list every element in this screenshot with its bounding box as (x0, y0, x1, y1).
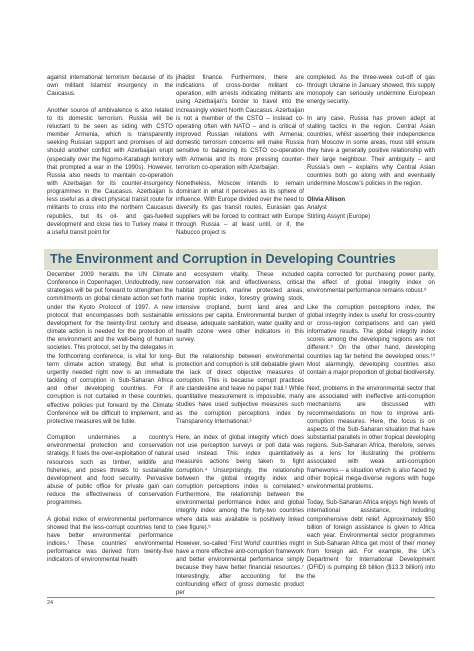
paragraph: Like the corruption perceptions index, the global integrity index is useful for cross-country or cross-region comparisons and can yield informative results. The global integrity index scores among the developing regions are not different.⁹ On the other hand, developing countries lag far behind the developed ones.¹⁰ Most alarmingly, developing countries also contain a major proportion of global biodiversity. (307, 304, 435, 376)
paragraph: capita corrected for purchasing power parity, the effect of global integrity index on environmental performance remains robust.⁸ (307, 272, 435, 295)
paragraph: Here, an index of global integrity which does not use perception surveys or poll data was used instead. This index quantitatively measures actions being taken to fight corruption.⁴ Unsurprisingly, the relationship between the global integrity index and corruption perceptions index is correlated.⁵ Furthermore, the relationship between the environmental performance index and global integrity index among the forty-two countries where data was available is positively linked (see figure).⁶ (176, 435, 304, 531)
section-banner (44, 249, 438, 270)
paragraph: completed. As the three-week cut-off of gas through Ukraine in January showed, this supply monopoly can seriously undermine European energy security. (307, 75, 435, 106)
paragraph: Today, Sub-Saharan Africa enjoys high levels of international assistance, including comprehensive debt relief. Approximately $50 billion of foreign assistance is given to Africa each year. Environmental sector programmes in Sub-Saharan Africa get most of their money from foreign aid. For example, the UK’s Department for International Development (DFID) is pumping £8 billion ($13.3 billion) into the (307, 500, 435, 580)
paragraph: jihadist finance. Furthermore, there are indications of cross-border militant co-operation, with arrests indicating militants are using Azerbaijan’s border to travel into the increasingly violent North Caucasus. Azerbaijan is not a member of the CSTO – instead co-operating often with NATO – and is critical of improved Russian relations with Armenia; domestic terrorism concerns will make Russia sensitive to balancing its CSTO co-operation with Armenia and its more pressing counter-terrorism co-operation with Azerbaijan. (176, 75, 304, 171)
paragraph: In any case, Russia has proven adept at stalling tactics in the region. Central Asian countries, whilst asserting their independence from Moscow in some areas, must still ensure they have a generally positive relationship with their large neighbour. Their ambiguity – and Russia’s own – explains why Central Asian countries both go along with and eventually undermine Moscow’s policies in the region. (307, 115, 435, 187)
paragraph: December 2009 heralds the UN Climate Conference in Copenhagen. Undoubtedly, new strategies will be put forward to strengthen the commitments on global climate action set forth under the Kyoto Protocol of 1997. A new protocol that encompasses both sustainable development for the twenty-first century and climate action is needed for the protection of the environment and the well-being of human societies. This protocol, set by the delegates in the forthcoming conference, is vital for long-term climate action strategy. But what is urgently needed right now is an immediate tackling of corruption in Sub-Saharan Africa and other developing countries. For if corruption is not curtailed in these countries, effective policies put forward by the Climate Conference will be difficult to implement, and protective measures will be futile. (47, 272, 173, 425)
top-article-column-2 (176, 74, 304, 245)
author-role: Analyst (307, 205, 327, 212)
footer-divider (47, 597, 435, 598)
paragraph: However, so-called ‘First World’ countries might have a more effective anti-corruption framework and better environmental performance simply because they have better financial resources.⁷ Interestingly, after accounting for the confounding effect of gross domestic product per (176, 540, 304, 596)
page-number: 24 (47, 600, 54, 606)
bottom-article-column-3 (307, 271, 435, 589)
top-article-column-1 (47, 74, 173, 245)
author-name: Olivia Allison (307, 197, 346, 204)
paragraph: Next, problems in the environmental sector that are associated with ineffective anti-corruption mechanisms are discussed with recommendations on how to improve anti-corruption measures. Here, the focus is on aspects of the Sub-Saharan situation that have substantial parallels in other tropical developing regions. Sub-Saharan Africa, therefore, serves as a lens for illustrating the problems associated with weak anti-corruption frameworks – a situation which is also faced by other tropical mega-diverse regions with huge environmental problems. (307, 386, 435, 490)
author-byline (307, 196, 435, 220)
author-organisation: Stirling Assynt (Europe) (307, 213, 371, 220)
paragraph: Nonetheless, Moscow intends to remain dominant in what it perceives as its sphere of influence. With Europe divided over the need to diversify its gas transit routes, Eurasian gas suppliers will be forced to contract with Europe through Russia – at least until, or if, the Nabucco project is (176, 180, 304, 236)
bottom-article-column-1 (47, 271, 173, 573)
paragraph: Corruption undermines a country’s environmental protection and conservation strategy. It fuels the over-exploitation of natural resources such as timber, wildlife and fisheries, and poses threats to sustainable development and food security. Pervasive abuse of public office for private gain can reduce the effectiveness of conservation programmes. (47, 435, 173, 507)
paragraph: Another source of ambivalence is also related to its domestic terrorism. Russia will be reluctant to be seen as siding with CSTO member Armenia, which is transparently seeking Russian support and promises of aid should another conflict with Azerbaijan erupt (especially over the Ngorno-Karabagh territory that prompted a war in the 1990s). However, Russia also needs to maintain co-operation with Azerbaijan for its counter-insurgency programmes in the Caucasus. Azerbaijan is less useful as a direct physical transit route for militants to cross into the northern Caucasus republics, but its oil- and gas-fuelled development and close ties to Turkey make it a useful transit point for (47, 107, 173, 236)
paragraph: A global index of environmental performance showed that the less-corrupt countries tend to have better environmental performance indices.¹ These countries’ environmental performance was derived from twenty-five indicators of environmental health (47, 516, 173, 564)
paragraph: and ecosystem vitality. These included conservation risk and effectiveness, critical habitat protection, marine protected areas, marine trophic index, forestry growing stock, intensive cropland, burnt land area and emissions per capita. Environmental burden of disease, adequate sanitation, water quality and health ozone were other indicators in this survey. (176, 272, 304, 344)
bottom-article-column-2 (176, 271, 304, 605)
section-title: The Environment and Corruption in Developing Countries (50, 252, 396, 266)
paragraph: against international terrorism because of its own militant Islamist insurgency in the Caucasus. (47, 75, 173, 98)
paragraph: But the relationship between environmental protection and corruption is still debatable given the lack of direct objective measures of corruption. This is because corrupt practices are clandestine and leave no paper trail.² While quantitative measurement is impossible, many studies have used subjective measures such as the corruption perceptions index by Transparency International.³ (176, 353, 304, 425)
top-article-column-3 (307, 74, 435, 221)
